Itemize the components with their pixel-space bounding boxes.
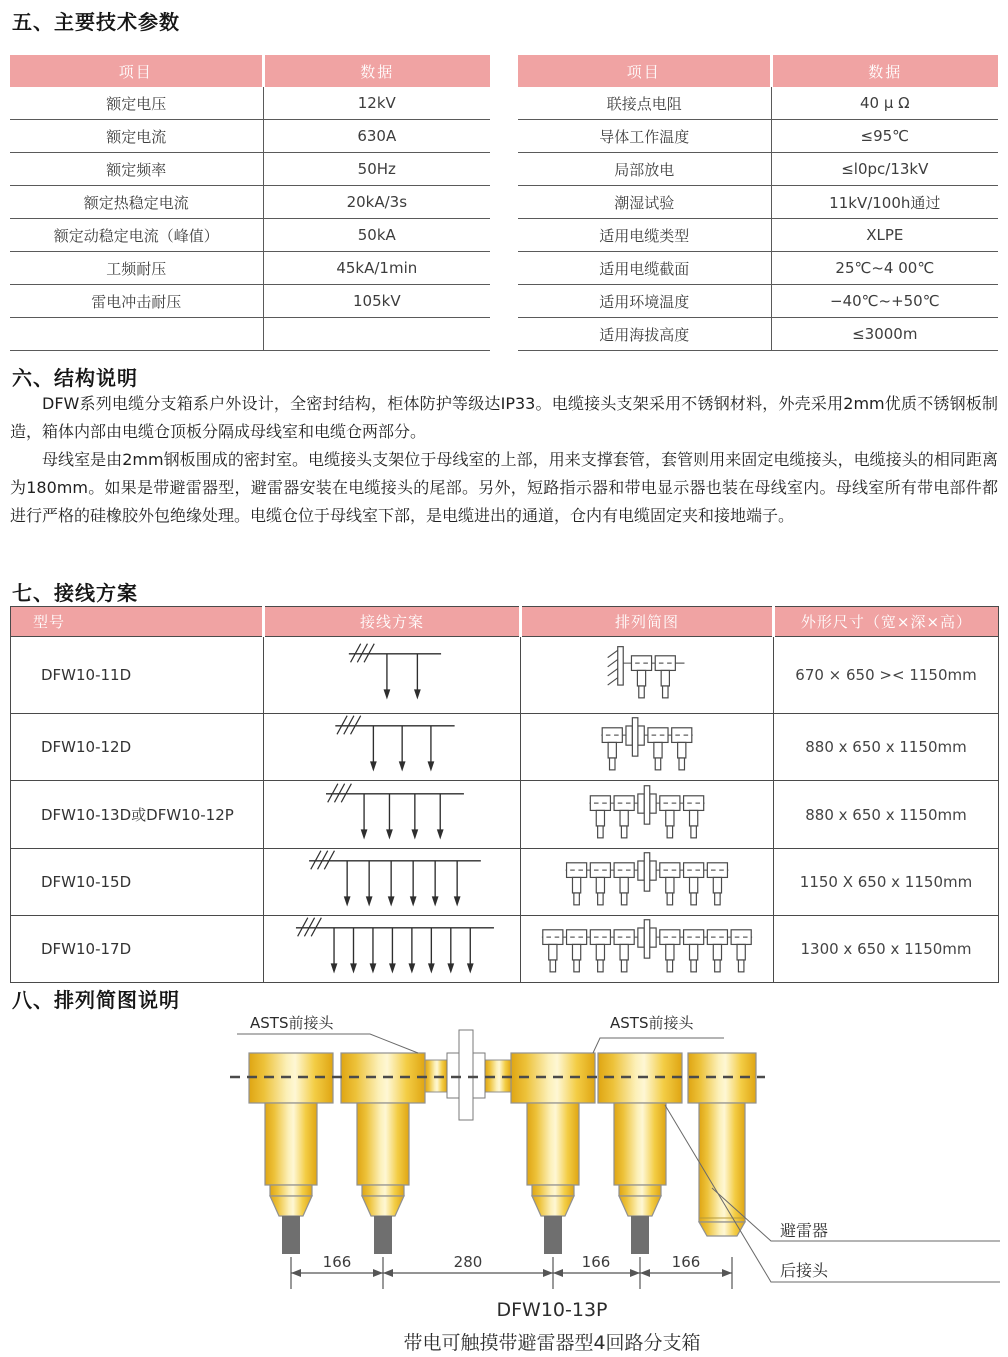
dimensions-value: 670 × 650 >< 1150mm — [774, 637, 999, 714]
column-header-item: 项目 — [10, 55, 263, 87]
rear-connector-label: 后接头 — [780, 1261, 829, 1280]
param-name: 工频耐压 — [10, 252, 263, 285]
param-value: 40 μ Ω — [771, 87, 998, 120]
param-row — [10, 219, 490, 252]
param-name: 联接点电阻 — [518, 87, 771, 120]
param-name: 适用环境温度 — [518, 285, 771, 318]
param-value: 630A — [263, 120, 490, 153]
wiring-diagram — [282, 642, 502, 708]
params-header-row — [10, 55, 490, 87]
column-header-wiring: 接线方案 — [264, 607, 521, 637]
arrangement-diagram-cell — [521, 714, 774, 781]
arrangement-diagram-cell — [521, 781, 774, 849]
param-row — [10, 153, 490, 186]
leader-line-asts-right — [593, 1038, 724, 1053]
section6-title: 六、结构说明 — [12, 366, 138, 390]
center-bracket — [425, 1030, 511, 1120]
wiring-diagram — [282, 916, 502, 982]
dimension-value: 280 — [453, 1253, 483, 1271]
param-value: −40℃~+50℃ — [771, 285, 998, 318]
cable-connector — [249, 1053, 333, 1254]
arrangement-mini-diagram — [532, 715, 762, 779]
cable-connector — [511, 1053, 595, 1254]
arrangement-mini-diagram — [532, 783, 762, 847]
wiring-scheme-table — [10, 606, 999, 983]
param-name — [10, 318, 263, 351]
model-name: DFW10-15D — [11, 849, 264, 916]
column-header-dimensions: 外形尺寸（宽×深×高） — [774, 607, 999, 637]
cable-connector — [598, 1053, 682, 1254]
param-name: 适用电缆截面 — [518, 252, 771, 285]
dimension-lines — [291, 1257, 732, 1289]
param-row — [10, 120, 490, 153]
column-header-value: 数据 — [771, 55, 998, 87]
param-name: 额定动稳定电流（峰值） — [10, 219, 263, 252]
column-header-item: 项目 — [518, 55, 771, 87]
param-value: XLPE — [771, 219, 998, 252]
param-value: 45kA/1min — [263, 252, 490, 285]
param-row — [518, 153, 998, 186]
param-row — [518, 252, 998, 285]
wiring-table-row — [11, 849, 999, 916]
arrangement-mini-diagram — [532, 917, 762, 981]
wiring-diagram — [282, 849, 502, 915]
model-name: DFW10-17D — [11, 916, 264, 983]
param-name: 局部放电 — [518, 153, 771, 186]
dimension-value: 166 — [671, 1253, 701, 1271]
param-value: 20kA/3s — [263, 186, 490, 219]
param-row — [518, 318, 998, 351]
param-name: 适用海拔高度 — [518, 318, 771, 351]
model-name: DFW10-11D — [11, 637, 264, 714]
wiring-diagram-cell — [264, 714, 521, 781]
wiring-diagram-cell — [264, 916, 521, 983]
param-name: 额定频率 — [10, 153, 263, 186]
param-name: 适用电缆类型 — [518, 219, 771, 252]
structure-description — [10, 390, 998, 530]
param-value: 11kV/100h通过 — [771, 186, 998, 219]
param-value: 50kA — [263, 219, 490, 252]
param-row — [518, 186, 998, 219]
arrester — [688, 1053, 756, 1236]
arrangement-diagram-cell — [521, 849, 774, 916]
param-name: 额定热稳定电流 — [10, 186, 263, 219]
structure-paragraph-1: DFW系列电缆分支箱系户外设计，全密封结构，柜体防护等级达IP33。电缆接头支架采用不锈钢材料，外壳采用2mm优质不锈钢板制造，箱体内部由电缆仓顶板分隔成母线室和电缆仓两部分。 — [10, 394, 998, 441]
param-row — [518, 285, 998, 318]
wiring-table-row — [11, 781, 999, 849]
param-row — [10, 318, 490, 351]
dimensions-value: 880 x 650 x 1150mm — [774, 781, 999, 849]
arrangement-diagram-cell — [521, 637, 774, 714]
param-value: ≤l0pc/13kV — [771, 153, 998, 186]
section5-title: 五、主要技术参数 — [12, 10, 180, 34]
param-value: ≤95℃ — [771, 120, 998, 153]
param-value: ≤3000m — [771, 318, 998, 351]
param-row — [10, 285, 490, 318]
param-value: 25℃~4 00℃ — [771, 252, 998, 285]
param-name: 雷电冲击耐压 — [10, 285, 263, 318]
asts-label-right: ASTS前接头 — [610, 1014, 694, 1032]
arrangement-mini-diagram — [532, 643, 762, 707]
section7-title: 七、接线方案 — [12, 581, 138, 605]
param-row — [518, 87, 998, 120]
wiring-header-row — [11, 607, 999, 637]
param-value — [263, 318, 490, 351]
wiring-diagram-cell — [264, 849, 521, 916]
param-value: 105kV — [263, 285, 490, 318]
dimension-value: 166 — [581, 1253, 611, 1271]
param-name: 潮湿试验 — [518, 186, 771, 219]
column-header-value: 数据 — [263, 55, 490, 87]
arrangement-diagram — [0, 1000, 1008, 1357]
wiring-diagram-cell — [264, 781, 521, 849]
param-row — [10, 252, 490, 285]
cable-connector — [341, 1053, 425, 1254]
wiring-table-row — [11, 714, 999, 781]
param-row — [518, 120, 998, 153]
dimensions-value: 1150 X 650 x 1150mm — [774, 849, 999, 916]
param-row — [518, 219, 998, 252]
dimensions-value: 1300 x 650 x 1150mm — [774, 916, 999, 983]
param-value: 12kV — [263, 87, 490, 120]
model-name: DFW10-13D或DFW10-12P — [11, 781, 264, 849]
params-header-row — [518, 55, 998, 87]
param-row — [10, 186, 490, 219]
wiring-table-row — [11, 637, 999, 714]
asts-label-left: ASTS前接头 — [250, 1014, 334, 1032]
param-name: 导体工作温度 — [518, 120, 771, 153]
dimensions-value: 880 x 650 x 1150mm — [774, 714, 999, 781]
column-header-model: 型号 — [11, 607, 264, 637]
structure-paragraph-2: 母线室是由2mm钢板围成的密封室。电缆接头支架位于母线室的上部，用来支撑套管，套管则用来固定电缆接头，电缆接头的相同距离为180mm。如果是带避雷器型，避雷器安装在电缆接头的尾部。另外，短路指示器和带电显示器也装在母线室内。母线室所有带电部件都进行严格的硅橡胶外包绝缘处理。电缆仓位于母线室下部，是电缆进出的通道，仓内有电缆固定夹和接地端子。 — [10, 450, 998, 525]
param-name: 额定电压 — [10, 87, 263, 120]
diagram-caption: DFW10-13P — [496, 1299, 608, 1321]
arrester-label: 避雷器 — [780, 1221, 829, 1240]
model-name: DFW10-12D — [11, 714, 264, 781]
wiring-diagram — [282, 714, 502, 780]
arrangement-mini-diagram — [532, 850, 762, 914]
param-name: 额定电流 — [10, 120, 263, 153]
param-value: 50Hz — [263, 153, 490, 186]
column-header-arrangement: 排列简图 — [521, 607, 774, 637]
arrangement-diagram-cell — [521, 916, 774, 983]
params-table-right — [518, 55, 998, 351]
params-table-left — [10, 55, 490, 351]
wiring-diagram — [282, 782, 502, 848]
wiring-table-row — [11, 916, 999, 983]
param-row — [10, 87, 490, 120]
dimension-value: 166 — [322, 1253, 352, 1271]
diagram-subcaption: 带电可触摸带避雷器型4回路分支箱 — [403, 1332, 701, 1354]
leader-line-arrester — [712, 1188, 1000, 1241]
section8-title: 八、排列简图说明 — [12, 988, 180, 1012]
leader-line-asts-left — [237, 1034, 418, 1053]
wiring-diagram-cell — [264, 637, 521, 714]
